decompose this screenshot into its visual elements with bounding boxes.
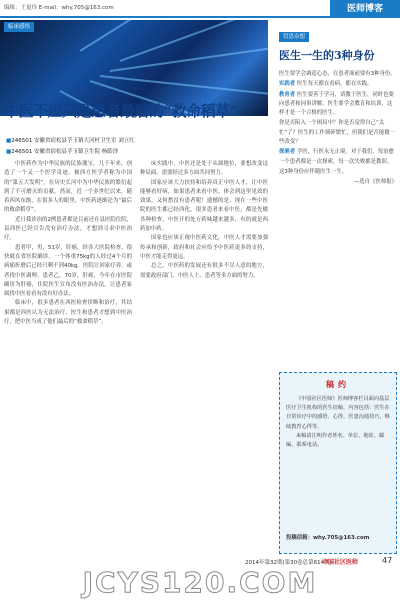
page-number: 47 [382,556,393,565]
right-paragraph: 这3种身份应伴随医生一生。 [279,168,348,175]
right-paragraph: 教育者 医生要善于学习，请教于医生，同时也要向患者和同事讲解。医生要学会教育和培训，这样才是一个合格的医生。 [279,91,394,117]
right-article-source: —选自《医师报》 [353,179,397,186]
call-for-papers-box [279,372,397,554]
article-paragraph: 国家也应该正视中医药文化，中医人才需要加强传承和创新，政府和社会应给予中医药更多的支持，中医才能走得更远。 [140,235,268,260]
article-paragraph: 国家应该大力扶持和培养真正中医人才，让中医能够看好病，如果患者来看中医，体会到这里见效的效果，又何愁没有患者呢！遗憾的是，现在一些中医院的医生都已经西化，很多患者来看中医，都是先做各种检查，中医开的处方药味越来越多，有的就是西药加中药。 [140,179,268,233]
editor-line: 编辑：王更玲 E-mail：why.705@163.com [4,5,114,11]
header-rule [0,16,400,18]
article-column-1 [4,160,132,550]
article-paragraph: 床实践中，中医还是处于从属地位，要想改变这种局面，需要经过多方面共同努力。 [140,161,268,177]
author-line-1: ■246501 安徽省宿松县孚玉镇大河村卫生室 刘立红 [6,138,135,144]
page-header [0,0,400,16]
right-article-body [279,70,397,370]
watermark: JCYS120.COM [82,566,318,599]
right-paragraph: 探索者 学医，行医永无止境。对于我们，每治愈一个患者都是一次探索，每一次失败都是教训。 [279,149,394,165]
section-tab: 医师博客 [330,0,400,18]
journal-brand: 中国社区医师 [322,559,359,566]
article-paragraph: 患者甲，男，51岁，肝癌，经各大医院检查，很快就在省医院确诊。一个体重75kg的人经过4个月的病痛折磨后已经只剩不到40kg。医院让回家疗养，或者找中医调理。患者乙，70岁，肝癌，今年在市医院确诊为肝癌，住院医生宣布没有医治办法。让患者家属找中医看看有没有好办法。 [4,244,132,298]
article-paragraph: 近日我诊治的2例患者都是目前还在县医院住院，县西医已经宣告没有治疗办法，才想到寻求中医治疗。 [4,216,132,242]
right-paragraph: 实践者 医生每天都在看病、都在实践。 [279,81,373,88]
article-kicker: 临床感悟 [4,22,34,32]
right-paragraph: 你是否陷入一个困局中？你是否觉得自己“太忙”了？医生的工作琐碎繁忙，但我们是否能做一些改变？ [279,120,395,146]
article-paragraph: 临床中，很多患者在西医检查诊断和治疗，其结果都是西医认为无法治疗，医生和患者才想到中医治疗，把中医当成了他们最后的“救命稻草”。 [4,300,132,326]
article-paragraph: 总之，中医药的发展还有很多不尽人意的地方，需要政府部门、中医人士、患者等多方面的努力。 [140,263,268,279]
issue-info: 2014年第32期(第30卷总第614期) [245,560,332,566]
right-article-title: 医生一生的3种身份 [279,49,375,62]
article-paragraph: 中医药作为中华民族的民族瑰宝，几千年来，创造了一个又一个医学奇迹，被西方医学者称为中国的“第五大发明”。在历史长河中为中华民族的繁衍起到了不可磨灭的贡献。然而，近一个多世纪以来，随着西风东渐，在很多人的眼里，中医药逐渐沦为“最后的救命稻草”。 [4,161,132,214]
right-article-tag: 管思杂想 [279,32,309,42]
bullet-square-icon: ■ [6,138,12,144]
right-paragraph: 医生要学会调适心态，在患者面前要有3种身份。 [279,71,396,77]
call-box-email: 投稿信箱：why.705@163.com [286,535,370,541]
bullet-square-icon: ■ [6,149,12,155]
author-line-2: ■246501 安徽省宿松县孚玉镇卫生院 杨皓泽 [6,149,119,155]
article-title: 中医不应只是患者最后的“救命稻草” [4,102,238,120]
call-box-text: 《中国社区医师》医师博客栏目面向基层医疗卫生机构的医生征稿，内容包括：医生在日常诊疗中的感悟、心得，医患沟通技巧，继续教育心得等。 来稿请注明作者姓名、单位、地址、邮编、联系电话。 [286,396,390,449]
article-column-2 [140,160,268,550]
call-box-title: 稿约 [326,380,350,389]
